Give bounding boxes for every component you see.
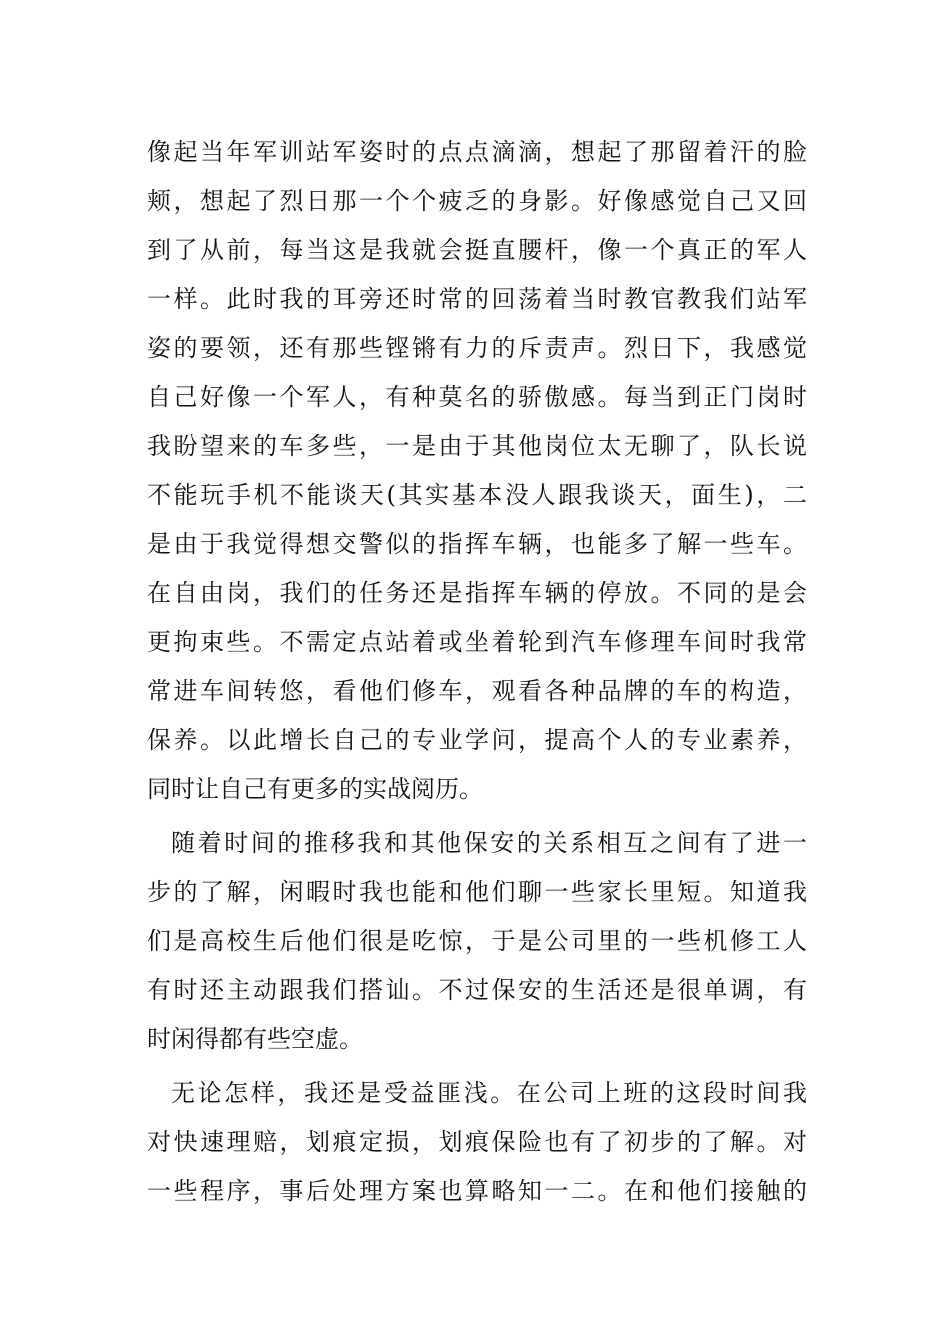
text-line: 常进车间转悠，看他们修车，观看各种品牌的车的构造， [147, 677, 807, 705]
text-line: 姿的要领，还有那些铿锵有力的斥责声。烈日下，我感觉 [147, 334, 807, 362]
text-line: 有时还主动跟我们搭讪。不过保安的生活还是很单调，有 [147, 976, 807, 1004]
text-line: 自己好像一个军人，有种莫名的骄傲感。每当到正门岗时 [147, 383, 807, 411]
text-line: 更拘束些。不需定点站着或坐着轮到汽车修理车间时我常 [147, 628, 807, 656]
document-body [147, 128, 807, 1216]
paragraph-2 [147, 819, 807, 1064]
text-line: 对快速理赔，划痕定损，划痕保险也有了初步的了解。对 [147, 1128, 807, 1156]
text-line: 保养。以此增长自己的专业学问，提高个人的专业素养， [147, 726, 807, 754]
text-line: 步的了解，闲暇时我也能和他们聊一些家长里短。知道我 [147, 878, 807, 906]
text-line: 是由于我觉得想交警似的指挥车辆，也能多了解一些车。 [147, 530, 807, 558]
text-line: 我盼望来的车多些，一是由于其他岗位太无聊了，队长说 [147, 432, 807, 460]
text-line: 们是高校生后他们很是吃惊，于是公司里的一些机修工人 [147, 927, 807, 955]
text-line: 颊，想起了烈日那一个个疲乏的身影。好像感觉自己又回 [147, 187, 807, 215]
text-line: 时闲得都有些空虚。 [147, 1025, 363, 1053]
text-line: 在自由岗，我们的任务还是指挥车辆的停放。不同的是会 [147, 579, 807, 607]
text-line: 同时让自己有更多的实战阅历。 [147, 775, 483, 803]
text-line: 一些程序，事后处理方案也算略知一二。在和他们接触的 [147, 1177, 807, 1205]
text-line: 无论怎样，我还是受益匪浅。在公司上班的这段时间我 [171, 1079, 807, 1107]
text-line: 到了从前，每当这是我就会挺直腰杆，像一个真正的军人 [147, 236, 807, 264]
text-line: 像起当年军训站军姿时的点点滴滴，想起了那留着汗的脸 [147, 138, 807, 166]
text-line: 随着时间的推移我和其他保安的关系相互之间有了进一 [171, 829, 807, 857]
paragraph-3 [147, 1069, 807, 1216]
text-line: 不能玩手机不能谈天(其实基本没人跟我谈天，面生)，二 [147, 481, 807, 509]
text-line: 一样。此时我的耳旁还时常的回荡着当时教官教我们站军 [147, 285, 807, 313]
paragraph-1 [147, 128, 807, 814]
